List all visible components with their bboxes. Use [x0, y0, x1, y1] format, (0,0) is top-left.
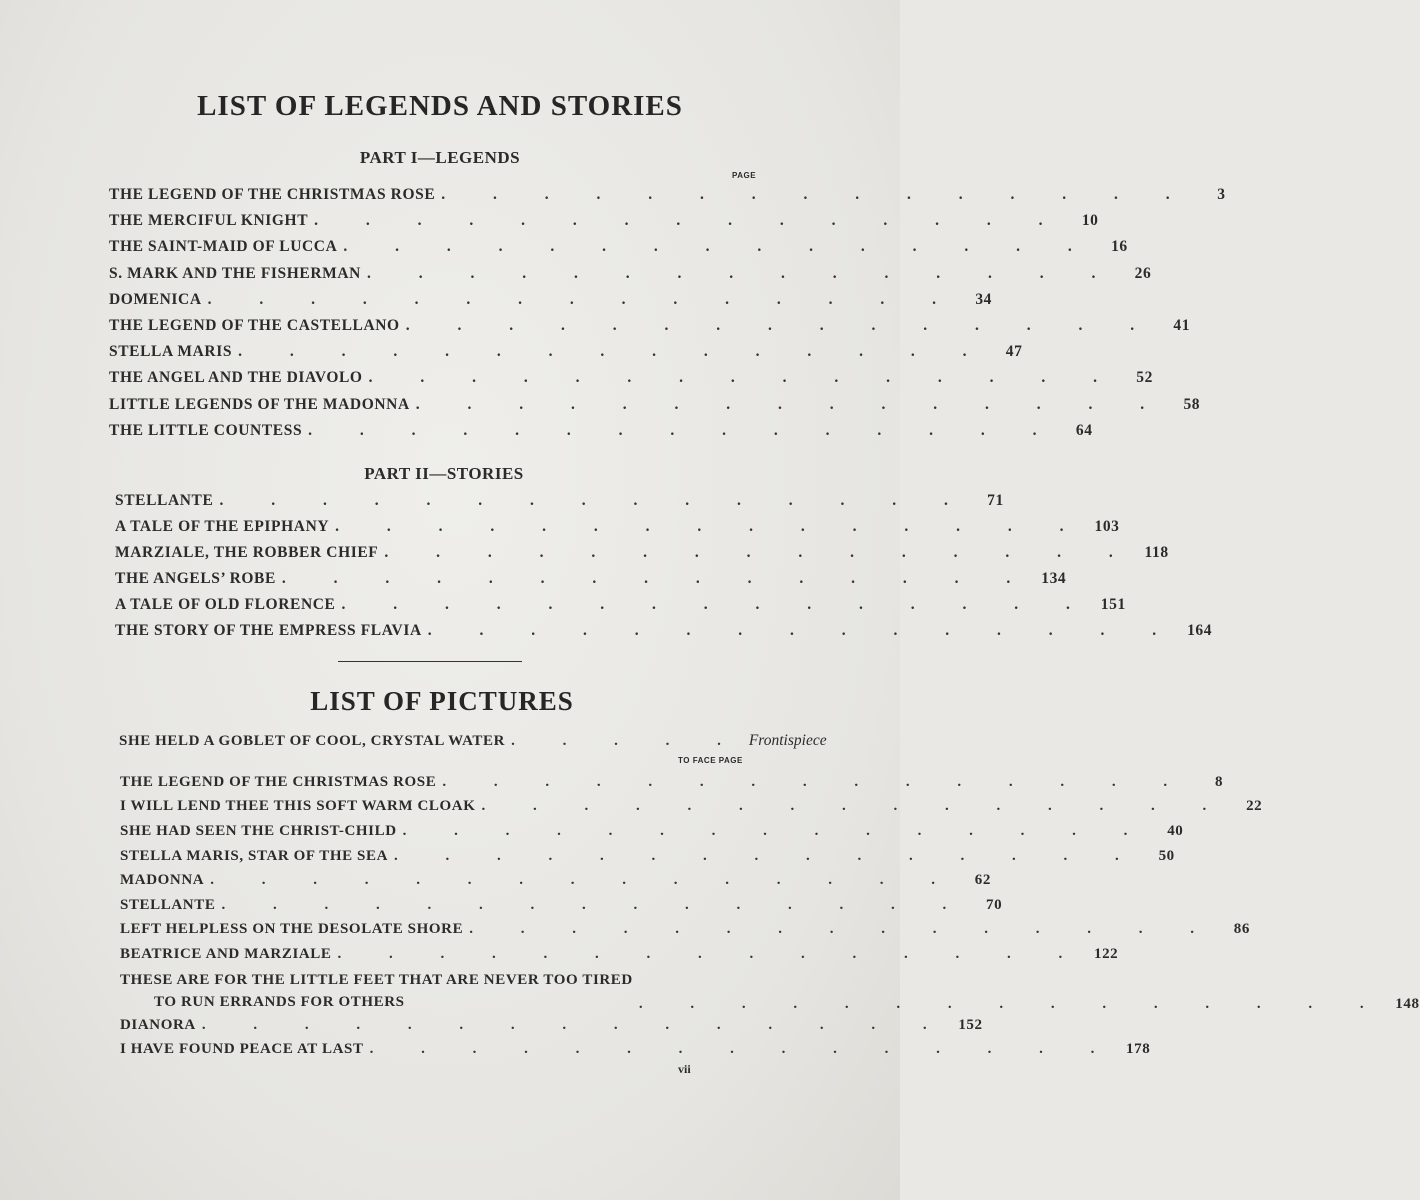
list-item	[120, 819, 1184, 844]
entry-page: 47	[1005, 343, 1023, 361]
list-item	[109, 339, 1023, 365]
entry-title: STELLANTE	[115, 492, 214, 509]
frontispiece-label: Frontispiece	[748, 732, 827, 749]
leader-dots: . . . . . . . . . . . . . . .	[369, 1041, 1117, 1058]
entry-title: LEFT HELPLESS ON THE DESOLATE SHORE	[120, 921, 464, 938]
entry-title-line2: TO RUN ERRANDS FOR OTHERS	[154, 993, 405, 1010]
pictures-title: LIST OF PICTURES	[310, 686, 574, 716]
entry-page: 151	[1100, 596, 1126, 613]
list-item	[120, 893, 1003, 918]
entry-title: A TALE OF THE EPIPHANY	[115, 518, 330, 535]
list-item	[109, 261, 1152, 287]
list-item	[120, 770, 1224, 795]
list-item	[120, 868, 991, 893]
entry-title: THE ANGEL AND THE DIAVOLO	[109, 369, 363, 387]
list-item	[109, 182, 1226, 208]
list-item	[115, 592, 1126, 618]
entry-page: 41	[1173, 317, 1191, 335]
entry-page: 164	[1187, 622, 1213, 639]
entry-title: STELLANTE	[120, 896, 216, 913]
leader-dots: . . . . . . . . . . . . . . .	[337, 945, 1085, 962]
entry-page: 16	[1111, 238, 1128, 256]
entry-page: 118	[1144, 544, 1169, 561]
stories-list	[115, 488, 1213, 644]
leader-dots: . . . . . . . . . . . . . . .	[335, 518, 1086, 535]
list-item	[109, 392, 1201, 418]
entry-title: DOMENICA	[109, 290, 202, 308]
entry-title: THE ANGELS’ ROBE	[115, 570, 276, 587]
entry-title: LITTLE LEGENDS OF THE MADONNA	[109, 395, 410, 413]
entry-title-two-line	[120, 969, 633, 1013]
list-item	[109, 208, 1099, 234]
leader-dots: . . . . . . . . . . . . . . .	[405, 317, 1157, 335]
list-item	[120, 795, 1263, 820]
list-item	[115, 540, 1169, 566]
leader-dots: . . . . . . . . . . . . . . .	[394, 847, 1141, 864]
entry-title: SHE HAD SEEN THE CHRIST-CHILD	[120, 822, 397, 839]
entry-page: 178	[1126, 1041, 1151, 1058]
entry-page: 8	[1215, 773, 1224, 790]
list-item	[120, 942, 1119, 967]
entry-page: 152	[958, 1016, 983, 1033]
entry-page: 3	[1217, 186, 1226, 204]
page-folio: vii	[678, 1062, 691, 1076]
entry-page: 103	[1094, 518, 1120, 535]
section-divider	[338, 661, 522, 662]
list-item	[120, 844, 1175, 869]
leader-dots: . . . . . . . . . . . . . . .	[341, 596, 1092, 613]
leader-dots: . . . . . . . . . . . . . . .	[219, 492, 970, 509]
leader-dots: . . . . . . . . . . . . . . .	[442, 773, 1190, 790]
entry-page: 122	[1093, 945, 1119, 962]
pictures-list	[120, 770, 1420, 1062]
leader-dots: . . . . . . . . . . . . . . .	[366, 264, 1118, 282]
entry-page: 50	[1158, 847, 1175, 864]
entry-title: I HAVE FOUND PEACE AT LAST	[120, 1041, 364, 1058]
entry-page: 134	[1041, 570, 1067, 587]
list-item	[115, 514, 1120, 540]
leader-dots: . . . . . . . . . . . . . . .	[427, 622, 1179, 639]
part-heading-stories: PART II—STORIES	[364, 464, 524, 483]
entry-title: THE SAINT-MAID OF LUCCA	[109, 238, 338, 256]
leader-dots: . . . . . . . . . . . . . . .	[210, 872, 957, 889]
entry-page: 70	[985, 896, 1003, 913]
leader-dots: . . . . . . . . . . . . . . .	[415, 395, 1167, 413]
entry-page: 64	[1075, 421, 1093, 439]
entry-title: THE STORY OF THE EMPRESS FLAVIA	[115, 622, 422, 639]
entry-page: 40	[1167, 822, 1184, 839]
leader-dots: . . . . . . . . . . . . . . .	[281, 570, 1033, 587]
entry-page: 10	[1081, 212, 1099, 230]
entry-page: 58	[1183, 395, 1201, 413]
entry-title: STELLA MARIS	[109, 343, 233, 361]
page-title: LIST OF LEGENDS AND STORIES	[197, 90, 683, 122]
entry-title: THE LEGEND OF THE CHRISTMAS ROSE	[109, 186, 436, 204]
part-heading-legends: PART I—LEGENDS	[359, 148, 521, 167]
entry-title: BEATRICE AND MARZIALE	[120, 945, 332, 962]
entry-title: THE LITTLE COUNTESS	[109, 421, 303, 439]
list-item	[115, 618, 1213, 644]
entry-page: 62	[974, 872, 991, 889]
list-item	[120, 918, 1250, 943]
leader-dots: . . . . . . . . . . . . . . .	[638, 995, 1386, 1012]
page-column-header: PAGE	[732, 171, 757, 180]
leader-dots: . . . . . . . . . . . . . . .	[343, 238, 1094, 256]
leader-dots: . . . . . . . . . . . . . . .	[201, 1016, 949, 1033]
entry-title: I WILL LEND THEE THIS SOFT WARM CLOAK	[120, 798, 476, 815]
entry-page: 52	[1136, 369, 1153, 387]
list-item	[115, 488, 1004, 514]
entry-page: 148	[1395, 995, 1420, 1012]
leader-dots: . . . . . . . . . . . . . . .	[238, 343, 989, 361]
entry-title: MARZIALE, THE ROBBER CHIEF	[115, 544, 379, 561]
leader-dots: . . . . . . . . . . . . . . .	[441, 186, 1192, 204]
entry-title: THE LEGEND OF THE CASTELLANO	[109, 317, 400, 335]
entry-page: 26	[1134, 264, 1152, 282]
list-item	[109, 365, 1153, 391]
leader-dots: . . . . . . . . . . . . . . .	[314, 212, 1065, 230]
entry-page: 22	[1246, 798, 1263, 815]
face-page-column-header: TO FACE PAGE	[678, 756, 743, 765]
leader-dots: . . . . .	[511, 732, 743, 749]
leader-dots: . . . . . . . . . . . . . . .	[308, 421, 1059, 439]
list-item	[115, 566, 1067, 592]
list-item	[120, 1013, 983, 1038]
frontispiece-row	[119, 730, 827, 752]
leader-dots: . . . . . . . . . . . . . . .	[469, 921, 1216, 938]
entry-title: S. MARK AND THE FISHERMAN	[109, 264, 361, 282]
entry-page: 34	[975, 290, 993, 308]
entry-title: DIANORA	[120, 1016, 196, 1033]
list-item	[120, 1037, 1151, 1062]
entry-page: 71	[987, 492, 1004, 509]
list-item	[109, 418, 1093, 444]
entry-title: THE MERCIFUL KNIGHT	[109, 212, 309, 230]
leader-dots: . . . . . . . . . . . . . . .	[207, 290, 959, 308]
entry-title: THE LEGEND OF THE CHRISTMAS ROSE	[120, 773, 437, 790]
entry-title: STELLA MARIS, STAR OF THE SEA	[120, 847, 389, 864]
legends-list	[109, 182, 1226, 444]
entry-title-line1: THESE ARE FOR THE LITTLE FEET THAT ARE NEVER TOO TIRED	[120, 971, 633, 988]
leader-dots: . . . . . . . . . . . . . . .	[384, 544, 1135, 561]
leader-dots: . . . . . . . . . . . . . . .	[221, 896, 969, 913]
leader-dots: . . . . . . . . . . . . . . .	[368, 369, 1119, 387]
leader-dots: . . . . . . . . . . . . . . .	[481, 798, 1229, 815]
list-item	[120, 967, 1420, 1013]
entry-title: SHE HELD A GOBLET OF COOL, CRYSTAL WATER	[119, 732, 506, 749]
entry-title: MADONNA	[120, 872, 205, 889]
list-item	[109, 234, 1128, 260]
leader-dots: . . . . . . . . . . . . . . .	[402, 822, 1150, 839]
entry-page: 86	[1233, 921, 1250, 938]
entry-title: A TALE OF OLD FLORENCE	[115, 596, 336, 613]
list-item	[109, 287, 993, 313]
list-item	[109, 313, 1191, 339]
